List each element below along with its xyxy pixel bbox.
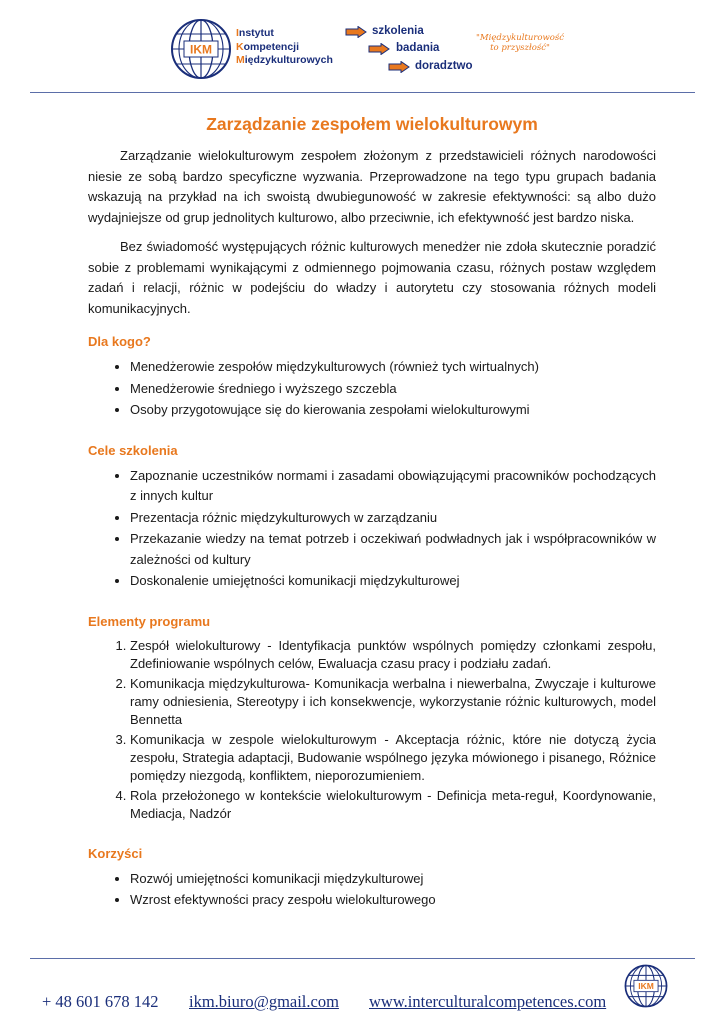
benefits-list — [88, 869, 656, 911]
page-title: Zarządzanie zespołem wielokulturowym — [206, 114, 538, 134]
list-item: • Menedżerowie zespołów międzykulturowych (również tych wirtualnych) — [130, 357, 656, 378]
for-whom-list — [88, 357, 656, 421]
list-item: 4. Rola przełożonego w kontekście wielokulturowym - Definicja meta-reguł, Koordynowanie, Mediacja, Nadzór — [130, 787, 656, 823]
list-item: • Osoby przygotowujące się do kierowania zespołami wielokulturowymi — [130, 400, 656, 421]
section-heading-goals: Cele szkolenia — [88, 442, 178, 458]
footer-email-link[interactable]: ikm.biuro@gmail.com — [189, 992, 339, 1011]
section-heading-program: Elementy programu — [88, 613, 211, 629]
service-training: szkolenia — [372, 25, 424, 37]
arrow-right-icon — [368, 43, 390, 55]
ikm-logo-globe — [170, 18, 232, 80]
list-item: • Przekazanie wiedzy na temat potrzeb i oczekiwań podwładnych jak i współpracowników w zależności od kultury — [130, 529, 656, 570]
list-item: 3. Komunikacja w zespole wielokulturowym - Akceptacja różnic, które nie dotyczą życia zespołu, Strategia adaptacji, Budowanie wspólnego języka mówionego i pisanego, Różnice pomiędzy niezgodą, konfliktem, nieporozumieniem. — [130, 731, 656, 785]
motto: "Międzykulturowość to przyszłość" — [475, 33, 564, 53]
list-item: 2. Komunikacja międzykulturowa- Komunikacja werbalna i niewerbalna, Zwyczaje i kulturowe ramy odniesienia, Stereotypy i ich konsekwencje, wykorzystanie różnic kulturowych, model Bennetta — [130, 675, 656, 729]
arrow-right-icon — [345, 26, 367, 38]
section-heading-benefits: Korzyści — [88, 845, 143, 861]
header-divider — [30, 92, 695, 93]
logo-text: IKM — [638, 981, 654, 992]
list-item: 1. Zespół wielokulturowy - Identyfikacja punktów wspólnych pomiędzy członkami zespołu, Zdefiniowanie wspólnych celów, Ewaluacja czasu pracy i podziału zadań. — [130, 637, 656, 673]
footer-divider — [30, 958, 695, 959]
document-body — [88, 112, 656, 912]
program-list — [88, 637, 656, 823]
list-item: • Rozwój umiejętności komunikacji międzykulturowej — [130, 869, 656, 890]
institute-line-1: Instytut — [236, 27, 274, 39]
list-item: • Wzrost efektywności pracy zespołu wielokulturowego — [130, 890, 656, 911]
globe-icon — [624, 964, 668, 1008]
list-item: • Doskonalenie umiejętności komunikacji międzykulturowej — [130, 571, 656, 592]
list-item: • Menedżerowie średniego i wyższego szczebla — [130, 379, 656, 400]
list-item: • Prezentacja różnic międzykulturowych w zarządzaniu — [130, 508, 656, 529]
footer-phone[interactable]: + 48 601 678 142 — [42, 992, 159, 1011]
institute-name — [236, 27, 333, 68]
footer-website-link[interactable]: www.interculturalcompetences.com — [369, 992, 607, 1011]
list-item: • Zapoznanie uczestników normami i zasadami obowiązującymi pracowników pochodzących z innych kultur — [130, 466, 656, 507]
service-research: badania — [396, 42, 440, 54]
goals-list — [88, 466, 656, 592]
logo-text: IKM — [190, 42, 212, 57]
footer-logo-globe — [624, 964, 668, 1008]
arrow-right-icon — [388, 61, 410, 73]
globe-icon — [170, 18, 232, 80]
service-consulting: doradztwo — [415, 60, 473, 72]
intro-paragraph-2: Bez świadomość występujących różnic kulturowych menedżer nie zdoła skutecznie poradzić sobie z problemami wynikającymi z odmiennego pojmowania czasu, różnych postaw względem zadań i relacji, różnic w podejściu do władzy i autorytetu czy stosowania różnych modeli komunikacyjnych. — [88, 239, 656, 316]
section-heading-for-whom: Dla kogo? — [88, 334, 151, 349]
institute-line-2: Kompetencji — [236, 40, 300, 53]
institute-line-3: Międzykulturowych — [236, 54, 333, 66]
page-header — [0, 0, 725, 95]
intro-paragraph-1: Zarządzanie wielokulturowym zespołem złożonym z przedstawicieli różnych narodowości niesie ze sobą bardzo specyficzne wyzwania. Przeprowadzone na tego typu grupach badania wskazują na przykład na ich swoistą dwubiegunowość w zakresie efektywności: są albo dużo wydajniejsze od grup jednolitych kulturowo, albo przeciwnie, ich efektywność jest bardzo niska. — [88, 148, 656, 225]
